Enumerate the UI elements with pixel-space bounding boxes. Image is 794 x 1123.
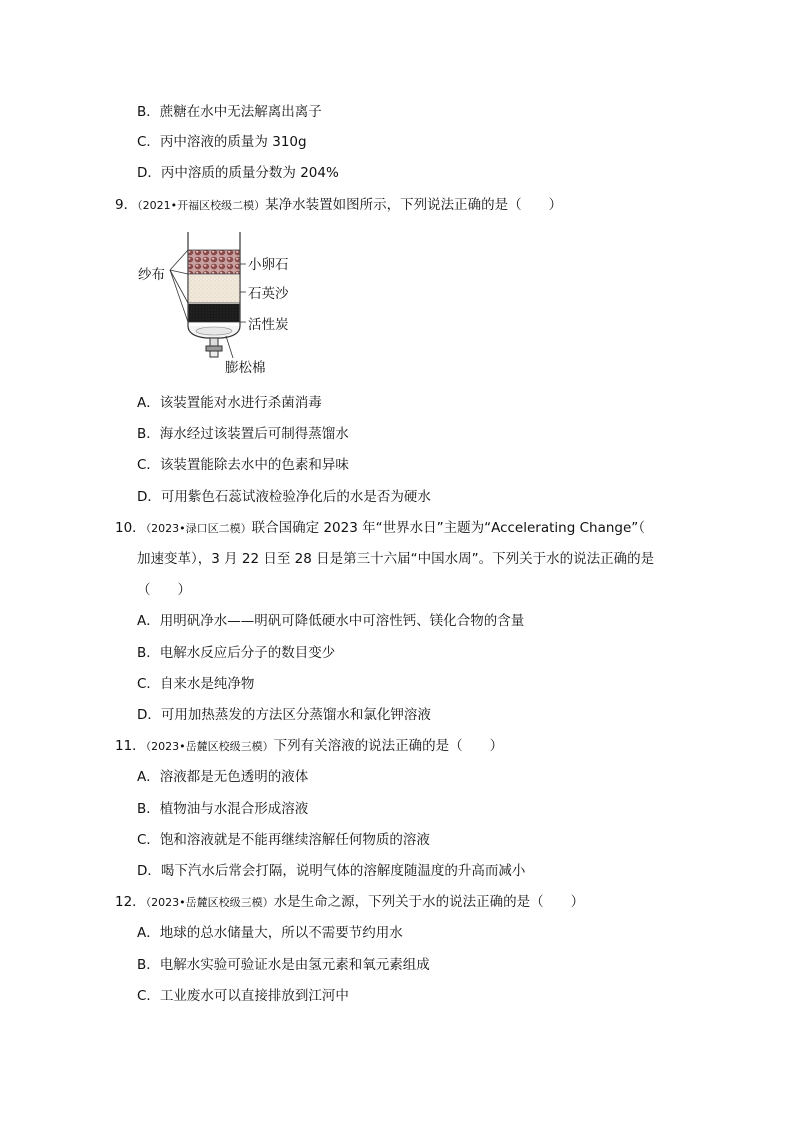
q9-option-c: [137, 455, 349, 475]
q11-option-b: [137, 799, 308, 819]
question-source: （2023•岳麓区校级三模）: [145, 740, 274, 753]
option-text: 该装置能除去水中的色素和异味: [159, 457, 349, 473]
option-text: 植物油与水混合形成溶液: [159, 801, 309, 817]
option-letter: D．: [137, 489, 161, 505]
q11-option-c: [137, 830, 430, 850]
option-text: 电解水实验可验证水是由氢元素和氧元素组成: [159, 957, 430, 973]
option-text: 喝下汽水后常会打隔，说明气体的溶解度随温度的升高而减小: [160, 863, 526, 879]
option-letter: C．: [137, 457, 160, 473]
question-text: 联合国确定 2023 年“世界水日”主题为“Accelerating Change”（: [251, 520, 646, 536]
q10-stem-line2: 加速变革），3 月 22 日至 28 日是第三十六届“中国水周”。下列关于水的说法正确的是: [137, 551, 655, 567]
option-letter: C．: [137, 134, 160, 150]
question-number: 9．: [115, 197, 138, 213]
pebbles-label: 小卵石: [248, 257, 289, 273]
quartz-sand-layer: [189, 275, 240, 303]
option-letter: A．: [137, 613, 160, 629]
q10-option-b: [137, 643, 335, 663]
option-text: 可用加热蒸发的方法区分蒸馏水和氯化钾溶液: [160, 707, 431, 723]
option-letter: D．: [137, 707, 161, 723]
q10-option-c: [137, 674, 254, 694]
question-text: 水是生命之源，下列关于水的说法正确的是（ ）: [273, 894, 585, 910]
option-letter: B．: [137, 104, 160, 120]
pebble-layer: [189, 250, 240, 274]
question-source: （2023•渌口区二模）: [145, 522, 252, 535]
question-number: 10．: [115, 520, 146, 536]
option-letter: A．: [137, 769, 160, 785]
q12-option-b: [137, 955, 430, 975]
q11-stem: [115, 736, 503, 757]
option-letter: B．: [137, 801, 160, 817]
q9-option-a: [137, 393, 322, 413]
option-letter: D．: [137, 863, 161, 879]
option-letter: A．: [137, 395, 160, 411]
option-letter: C．: [137, 988, 160, 1004]
cotton-layer: [196, 327, 232, 335]
question-source: （2023•岳麓区校级三模）: [145, 896, 274, 909]
option-letter: B．: [137, 957, 160, 973]
option-text: 可用紫色石蕊试液检验净化后的水是否为硬水: [160, 489, 431, 505]
q8-option-d: [137, 163, 339, 183]
question-source: （2021•开福区校级二模）: [137, 199, 266, 212]
quartz-sand-label: 石英沙: [248, 286, 289, 302]
q10-option-d: [137, 705, 431, 725]
option-letter: D．: [137, 165, 161, 181]
option-text: 丙中溶液的质量为 310g: [159, 134, 307, 150]
option-text: 地球的总水储量大，所以不需要节约用水: [159, 925, 403, 941]
option-letter: C．: [137, 832, 160, 848]
option-text: 该装置能对水进行杀菌消毒: [159, 395, 322, 411]
question-number: 11．: [115, 738, 146, 754]
q9-option-b: [137, 424, 349, 444]
question-text: 某净水装置如图所示，下列说法正确的是（ ）: [265, 197, 563, 213]
q12-option-c: [137, 986, 349, 1006]
option-text: 饱和溶液就是不能再继续溶解任何物质的溶液: [159, 832, 430, 848]
activated-carbon-label: 活性炭: [248, 317, 289, 333]
option-text: 丙中溶质的质量分数为 204%: [160, 165, 339, 181]
q10-stem-line1: [115, 518, 645, 539]
option-text: 溶液都是无色透明的液体: [159, 769, 309, 785]
q8-option-b: [137, 102, 322, 122]
option-text: 工业废水可以直接排放到江河中: [159, 988, 349, 1004]
carbon-layer: [189, 304, 240, 322]
q12-option-a: [137, 923, 403, 943]
option-text: 自来水是纯净物: [159, 676, 255, 692]
q10-option-a: [137, 611, 524, 631]
option-letter: C．: [137, 676, 160, 692]
water-purifier-figure: [130, 228, 300, 380]
option-letter: A．: [137, 925, 160, 941]
question-text: 下列有关溶液的说法正确的是（ ）: [273, 738, 504, 754]
q10-stem-line3: （ ）: [137, 582, 191, 598]
q11-option-a: [137, 767, 308, 787]
option-text: 海水经过该装置后可制得蒸馏水: [159, 426, 349, 442]
option-text: 用明矾净水——明矾可降低硬水中可溶性钙、镁化合物的含量: [159, 613, 525, 629]
option-text: 蔗糖在水中无法解离出离子: [159, 104, 322, 120]
question-number: 12．: [115, 894, 146, 910]
option-letter: B．: [137, 645, 160, 661]
q9-stem: [115, 195, 562, 216]
water-purifier-diagram: [130, 228, 300, 380]
cotton-label: 膨松棉: [225, 360, 266, 376]
q12-stem: [115, 892, 584, 913]
q8-option-c: [137, 132, 307, 152]
q9-option-d: [137, 487, 431, 507]
gauze-label: 纱布: [138, 267, 165, 283]
option-text: 电解水反应后分子的数目变少: [159, 645, 336, 661]
option-letter: B．: [137, 426, 160, 442]
q11-option-d: [137, 861, 525, 881]
